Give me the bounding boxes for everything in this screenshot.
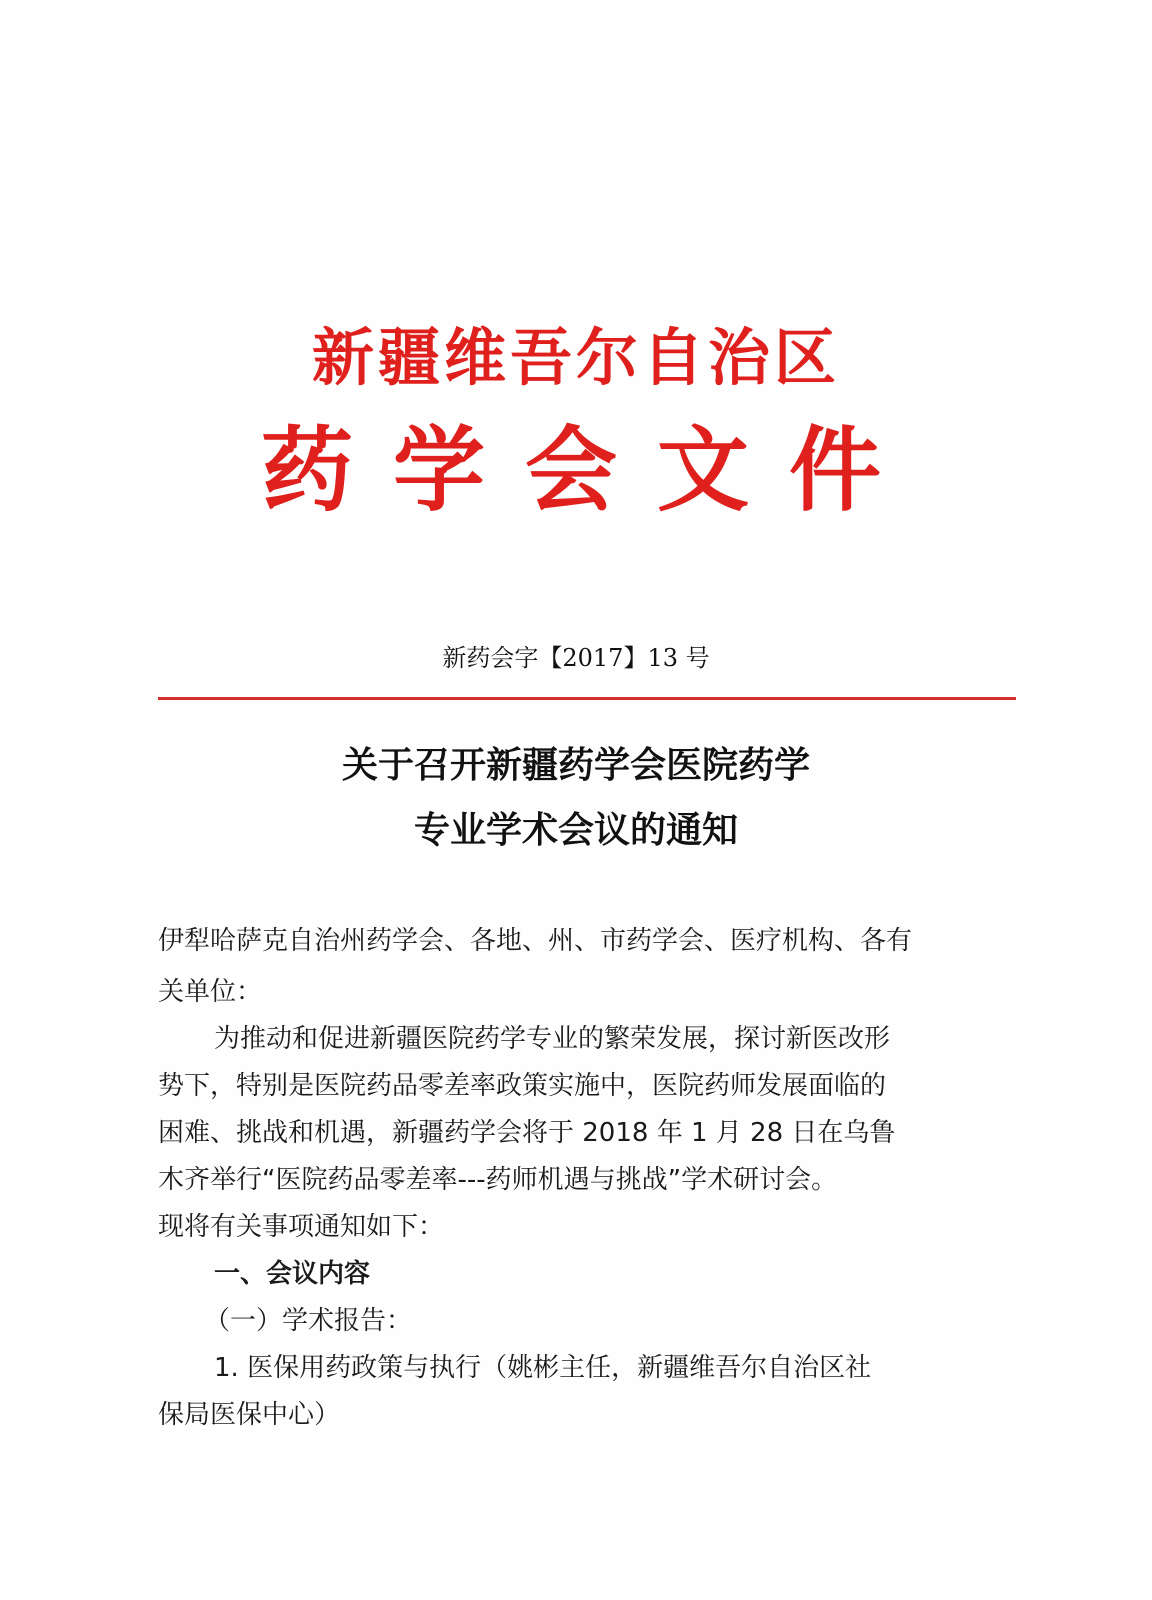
paragraph1-line4: 木齐举行“医院药品零差率---药师机遇与挑战”学术研讨会。: [158, 1165, 838, 1195]
item1-line1: 1. 医保用药政策与执行（姚彬主任，新疆维吾尔自治区社: [214, 1353, 872, 1383]
document-number: 新药会字【2017】13 号: [442, 644, 710, 672]
paragraph1-line5: 现将有关事项通知如下：: [158, 1212, 445, 1242]
header-doc-type: 药学会文件: [260, 416, 921, 524]
recipients-line1: 伊犁哈萨克自治州药学会、各地、州、市药学会、医疗机构、各有: [158, 926, 913, 956]
red-divider-rule: [158, 697, 1016, 700]
paragraph1-line3: 困难、挑战和机遇，新疆药学会将于 2018 年 1 月 28 日在乌鲁: [158, 1118, 896, 1148]
paragraph1-line2: 势下，特别是医院药品零差率政策实施中，医院药师发展面临的: [158, 1071, 887, 1101]
notice-title-line2: 专业学术会议的通知: [413, 810, 738, 851]
paragraph1-line1: 为推动和促进新疆医院药学专业的繁荣发展，探讨新医改形: [214, 1024, 891, 1054]
notice-title-line1: 关于召开新疆药学会医院药学: [341, 745, 810, 786]
recipients-line2: 关单位：: [158, 977, 263, 1007]
header-org-name: 新疆维吾尔自治区: [311, 321, 840, 394]
item1-line2: 保局医保中心）: [158, 1400, 341, 1430]
subsection1-heading: （一）学术报告：: [204, 1306, 413, 1336]
section1-heading: 一、会议内容: [214, 1259, 371, 1289]
